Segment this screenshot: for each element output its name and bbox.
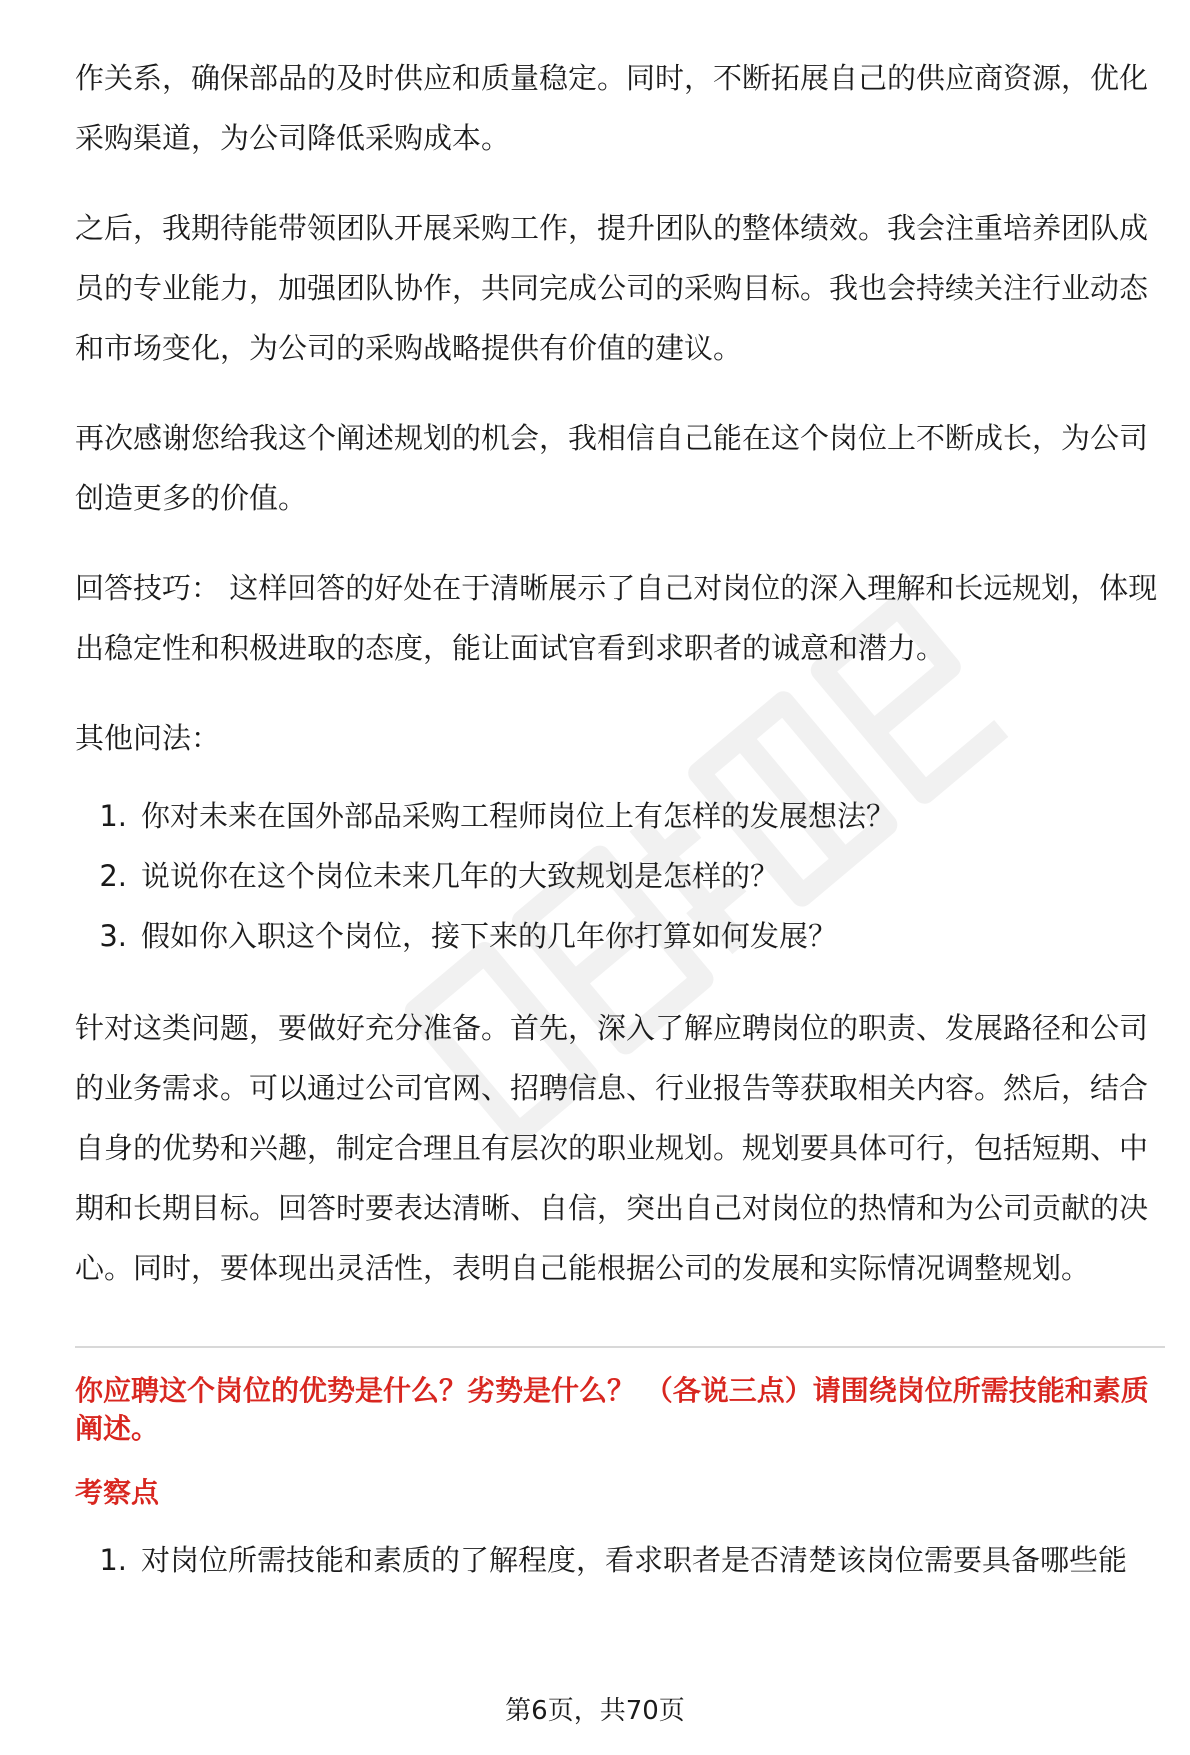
list-item xyxy=(75,1530,1165,1590)
other-questions-list xyxy=(75,786,1165,966)
paragraph-team-leadership: 之后，我期待能带领团队开展采购工作，提升团队的整体绩效。我会注重培养团队成员的专业能力，加强团队协作，共同完成公司的采购目标。我也会持续关注行业动态和市场变化，为公司的采购战略提供有价值的建议。 xyxy=(75,211,1149,365)
list-item xyxy=(75,846,1165,906)
list-item-number: 3. xyxy=(99,919,127,953)
list-item xyxy=(75,906,1165,966)
list-item-number: 1. xyxy=(99,799,127,833)
section-divider xyxy=(75,1346,1165,1348)
list-item xyxy=(75,786,1165,846)
points-list xyxy=(75,1530,1165,1590)
paragraph-answer-tips: 回答技巧： 这样回答的好处在于清晰展示了自己对岗位的深入理解和长远规划，体现出稳定性和积极进取的态度，能让面试官看到求职者的诚意和潜力。 xyxy=(75,571,1158,665)
list-item-text: 假如你入职这个岗位，接下来的几年你打算如何发展？ xyxy=(141,919,838,953)
list-item-text: 对岗位所需技能和素质的了解程度，看求职者是否清楚该岗位需要具备哪些能 xyxy=(141,1543,1128,1577)
list-item-text: 说说你在这个岗位未来几年的大致规划是怎样的？ xyxy=(141,859,780,893)
document-body xyxy=(75,48,1165,1622)
paragraph-advice: 针对这类问题，要做好充分准备。首先，深入了解应聘岗位的职责、发展路径和公司的业务需求。可以通过公司官网、招聘信息、行业报告等获取相关内容。然后，结合自身的优势和兴趣，制定合理且有层次的职业规划。规划要具体可行，包括短期、中期和长期目标。回答时要表达清晰、自信，突出自己对岗位的热情和为公司贡献的决心。同时，要体现出灵活性，表明自己能根据公司的发展和实际情况调整规划。 xyxy=(75,1011,1149,1285)
paragraph-thanks: 再次感谢您给我这个阐述规划的机会，我相信自己能在这个岗位上不断成长，为公司创造更多的价值。 xyxy=(75,421,1149,515)
page-footer: 第6页，共70页 xyxy=(505,1696,685,1726)
list-item-number: 2. xyxy=(99,859,127,893)
paragraph-other-questions-label: 其他问法： xyxy=(75,721,221,755)
paragraph-supplier-relations: 作关系，确保部品的及时供应和质量稳定。同时，不断拓展自己的供应商资源，优化采购渠道，为公司降低采购成本。 xyxy=(75,61,1149,155)
question-heading: 你应聘这个岗位的优势是什么？劣势是什么？ （各说三点）请围绕岗位所需技能和素质阐述。 xyxy=(75,1374,1149,1445)
section-title: 考察点 xyxy=(75,1476,160,1509)
list-item-text: 你对未来在国外部品采购工程师岗位上有怎样的发展想法？ xyxy=(141,799,896,833)
list-item-number: 1. xyxy=(99,1543,127,1577)
